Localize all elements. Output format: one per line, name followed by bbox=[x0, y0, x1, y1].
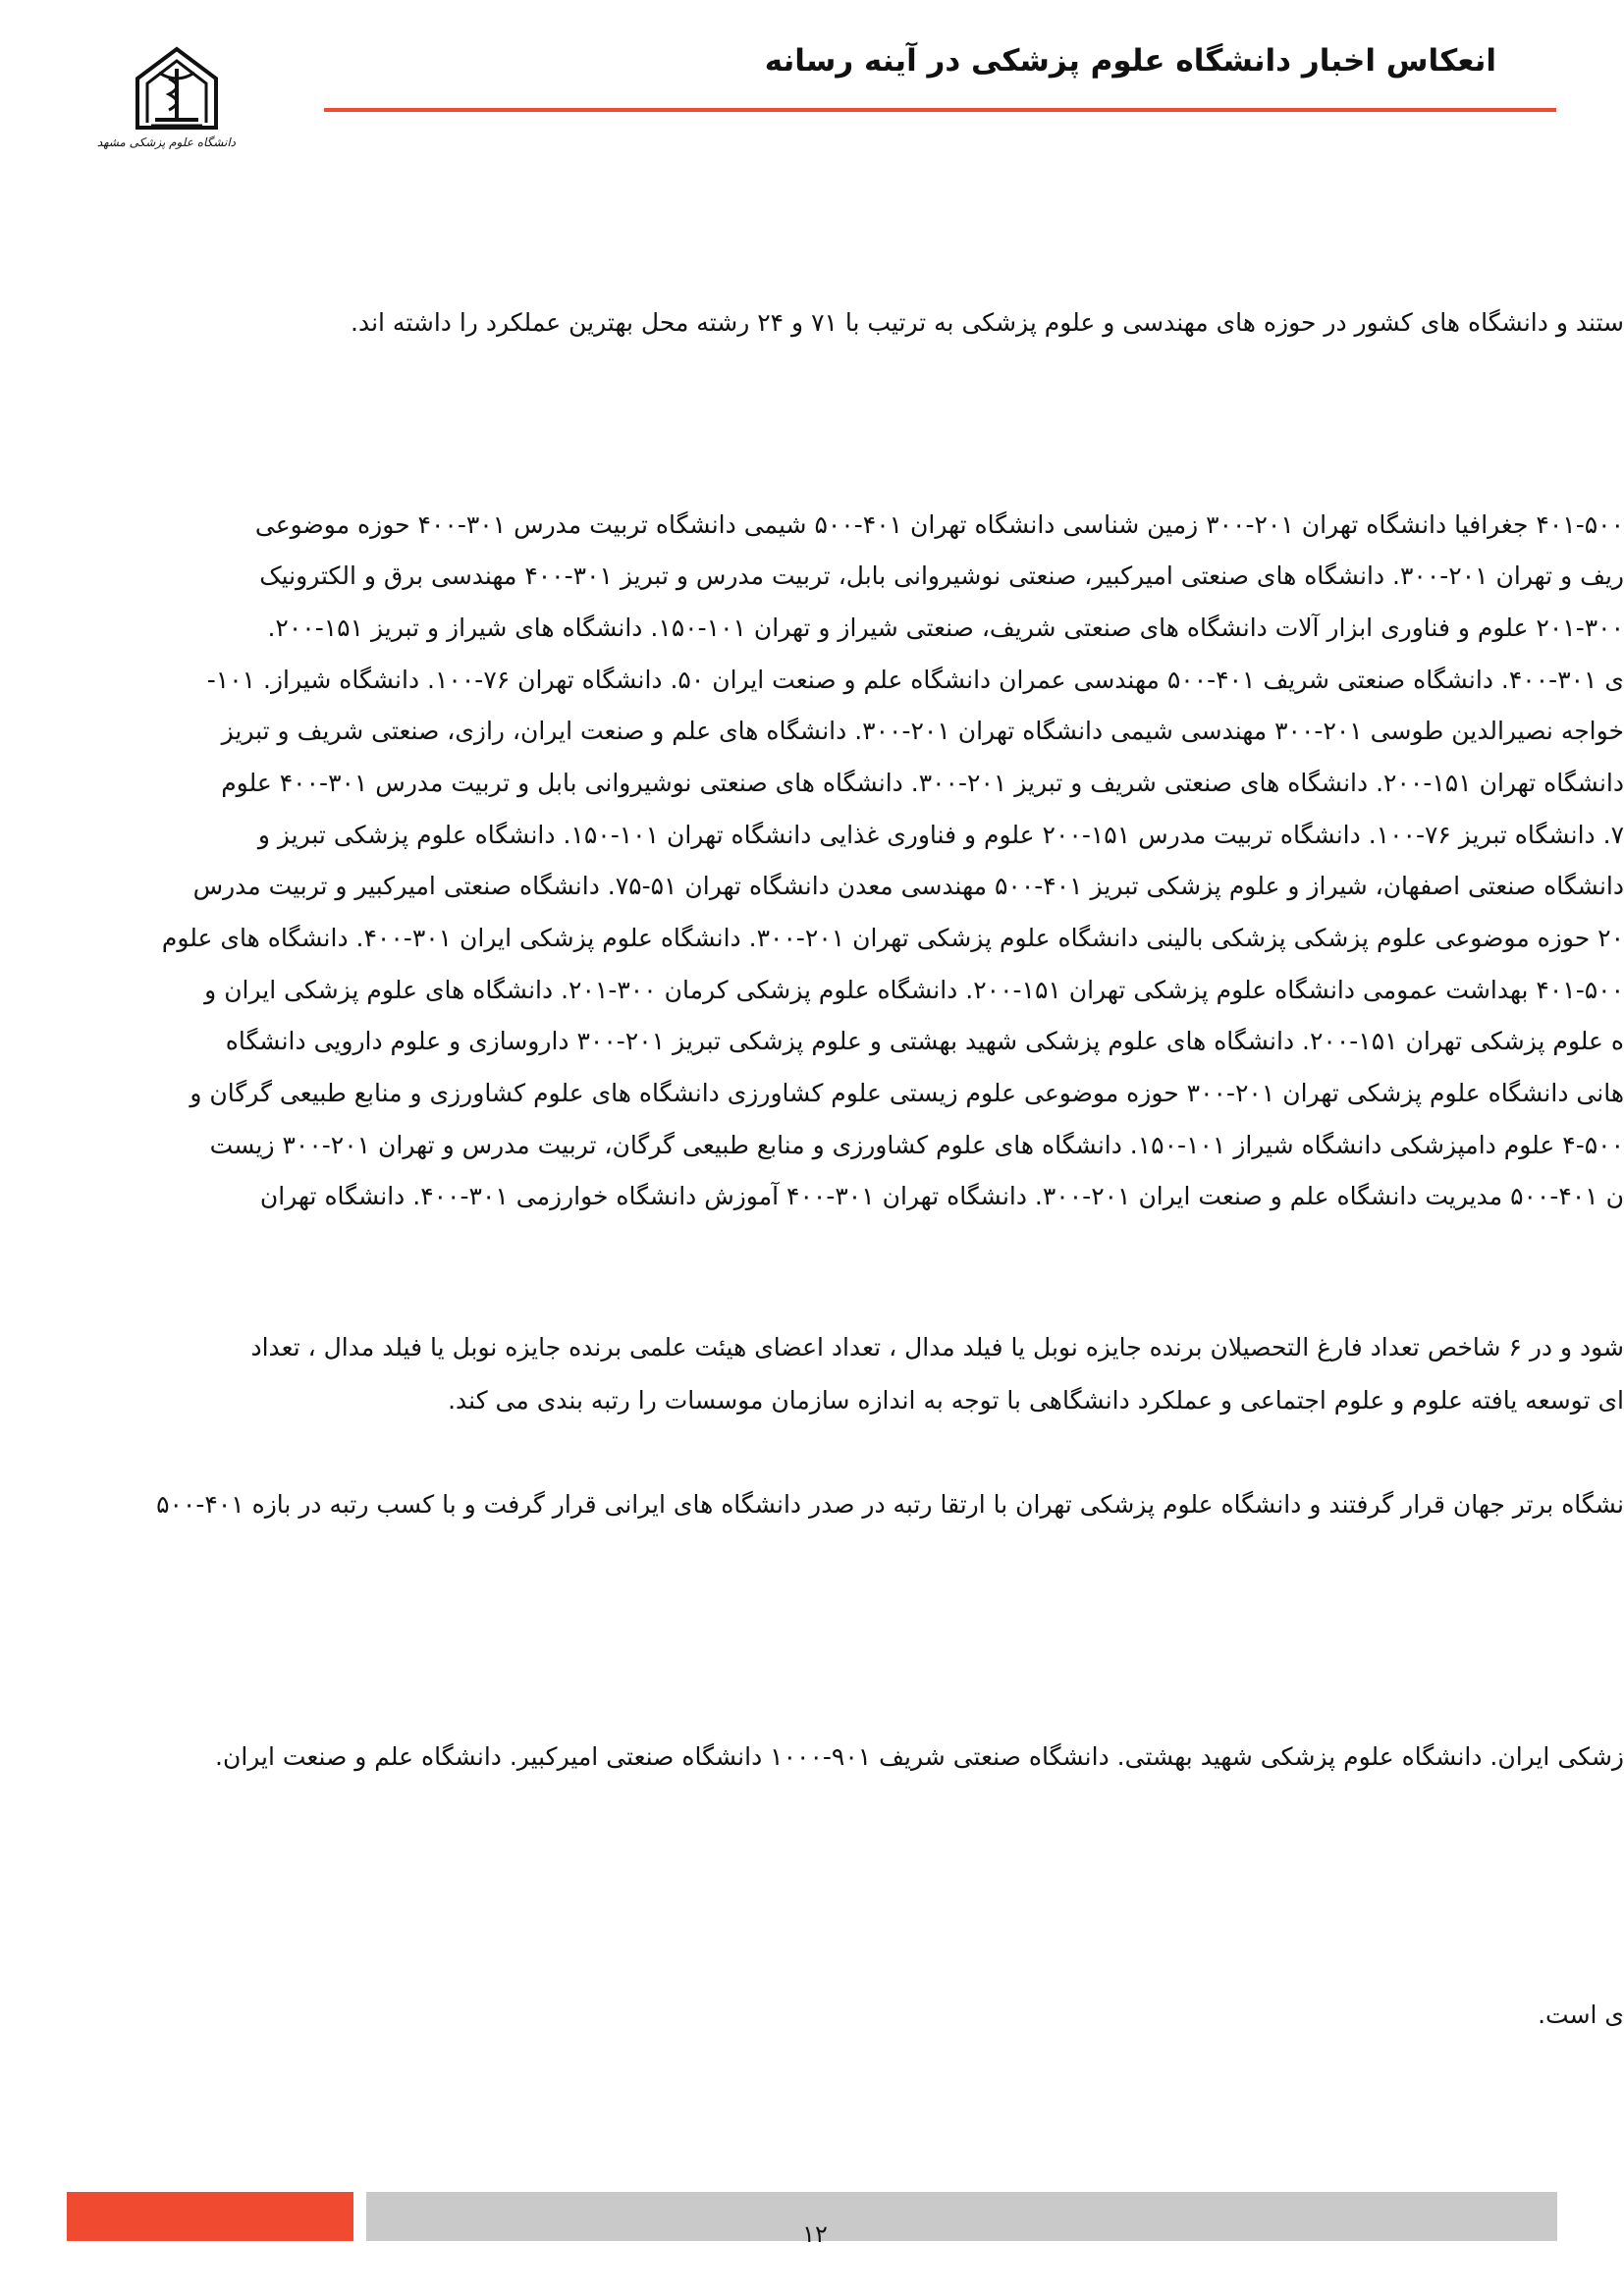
logo-caption: دانشگاه علوم پزشکی مشهد bbox=[96, 135, 236, 149]
text-line: هانی دانشگاه علوم پزشکی تهران ۲۰۱-۳۰۰ حوزه موضوعی علوم زیستی علوم کشاورزی دانشگاه های علوم کشاورزی و منابع طبیعی گرگان و bbox=[189, 1079, 1624, 1107]
text-line: خواجه نصیرالدین طوسی ۲۰۱-۳۰۰ مهندسی شیمی دانشگاه تهران ۲۰۱-۳۰۰. دانشگاه های علم و صنعت ایران، رازی، صنعتی شریف و تبریز bbox=[221, 717, 1624, 745]
text-line: شود و در ۶ شاخص تعداد فارغ التحصیلان برنده جایزه نوبل یا فیلد مدال ، تعداد اعضای هیئت علمی برنده جایزه نوبل یا فیلد مدال ، تعداد bbox=[250, 1333, 1624, 1362]
footer-accent-bar bbox=[67, 2192, 353, 2241]
text-line: نشگاه برتر جهان قرار گرفتند و دانشگاه علوم پزشکی تهران با ارتقا رتبه در صدر دانشگاه های ایرانی قرار گرفت و با کسب رتبه در بازه ۴۰۱-۵۰۰ bbox=[156, 1490, 1624, 1519]
university-logo bbox=[96, 39, 236, 167]
page-header-title: انعکاس اخبار دانشگاه علوم پزشکی در آینه رسانه bbox=[764, 43, 1496, 79]
text-line: ی است. bbox=[1538, 2001, 1624, 2029]
footer-gray-bar bbox=[366, 2192, 1557, 2241]
text-line: دانشگاه صنعتی اصفهان، شیراز و علوم پزشکی تبریز ۴۰۱-۵۰۰ مهندسی معدن دانشگاه تهران ۵۱-۷۵. دانشگاه صنعتی امیرکبیر و تربیت مدرس bbox=[192, 872, 1624, 900]
page-number: ۱۲ bbox=[802, 2220, 828, 2248]
text-line: ۴-۵۰۰ علوم دامپزشکی دانشگاه شیراز ۱۰۱-۱۵۰. دانشگاه های علوم کشاورزی و منابع طبیعی گرگان، تربیت مدرس و تهران ۲۰۱-۳۰۰ زیست bbox=[209, 1131, 1624, 1159]
header-divider bbox=[324, 108, 1556, 112]
text-line: ۷. دانشگاه تبریز ۷۶-۱۰۰. دانشگاه تربیت مدرس ۱۵۱-۲۰۰ علوم و فناوری غذایی دانشگاه تهران ۱۰۱-۱۵۰. دانشگاه علوم پزشکی تبریز و bbox=[257, 821, 1624, 849]
text-line: ن ۴۰۱-۵۰۰ مدیریت دانشگاه علم و صنعت ایران ۲۰۱-۳۰۰. دانشگاه تهران ۳۰۱-۴۰۰ آموزش دانشگاه خوارزمی ۳۰۱-۴۰۰. دانشگاه تهران bbox=[259, 1182, 1624, 1210]
text-line: ۲۰۱-۳۰۰ علوم و فناوری ابزار آلات دانشگاه های صنعتی شریف، صنعتی شیراز و تهران ۱۰۱-۱۵۰. دانشگاه های شیراز و تبریز ۱۵۱-۲۰۰. bbox=[267, 614, 1624, 642]
text-line: ۴۰۱-۵۰۰ بهداشت عمومی دانشگاه علوم پزشکی تهران ۱۵۱-۲۰۰. دانشگاه علوم پزشکی کرمان ۳۰۰-۲۰۱. دانشگاه های علوم پزشکی ایران و bbox=[204, 976, 1624, 1004]
text-line: ای توسعه یافته علوم و علوم اجتماعی و عملکرد دانشگاهی با توجه به اندازه سازمان موسسات را رتبه بندی می کند. bbox=[448, 1386, 1624, 1415]
text-line: ه علوم پزشکی تهران ۱۵۱-۲۰۰. دانشگاه های علوم پزشکی شهید بهشتی و علوم پزشکی تبریز ۲۰۱-۳۰۰ داروسازی و علوم دارویی دانشگاه bbox=[225, 1027, 1624, 1055]
text-line: ۴۰۱-۵۰۰ جغرافیا دانشگاه تهران ۲۰۱-۳۰۰ زمین شناسی دانشگاه تهران ۴۰۱-۵۰۰ شیمی دانشگاه تربیت مدرس ۳۰۱-۴۰۰ حوزه موضوعی bbox=[254, 510, 1624, 539]
text-line: ۲۰ حوزه موضوعی علوم پزشکی پزشکی بالینی دانشگاه علوم پزشکی تهران ۲۰۱-۳۰۰. دانشگاه علوم پزشکی ایران ۳۰۱-۴۰۰. دانشگاه های علوم bbox=[161, 924, 1624, 952]
text-line: دانشگاه تهران ۱۵۱-۲۰۰. دانشگاه های صنعتی شریف و تبریز ۲۰۱-۳۰۰. دانشگاه های صنعتی نوشیروانی بابل و تربیت مدرس ۳۰۱-۴۰۰ علوم bbox=[221, 769, 1624, 797]
text-line: ی ۳۰۱-۴۰۰. دانشگاه صنعتی شریف ۴۰۱-۵۰۰ مهندسی عمران دانشگاه علم و صنعت ایران ۵۰. دانشگاه تهران ۷۶-۱۰۰. دانشگاه شیراز. ۱۰۱- bbox=[206, 666, 1624, 694]
university-emblem-icon bbox=[118, 39, 236, 137]
text-line: ریف و تهران ۲۰۱-۳۰۰. دانشگاه های صنعتی امیرکبیر، صنعتی نوشیروانی بابل، تربیت مدرس و تبریز ۳۰۱-۴۰۰ مهندسی برق و الکترونیک bbox=[259, 561, 1624, 590]
text-line: زشکی ایران. دانشگاه علوم پزشکی شهید بهشتی. دانشگاه صنعتی شریف ۹۰۱-۱۰۰۰ دانشگاه صنعتی امیرکبیر. دانشگاه علم و صنعت ایران. bbox=[215, 1742, 1624, 1771]
text-line: ستند و دانشگاه های کشور در حوزه های مهندسی و علوم پزشکی به ترتیب با ۷۱ و ۲۴ رشته محل بهترین عملکرد را داشته اند. bbox=[351, 308, 1624, 337]
